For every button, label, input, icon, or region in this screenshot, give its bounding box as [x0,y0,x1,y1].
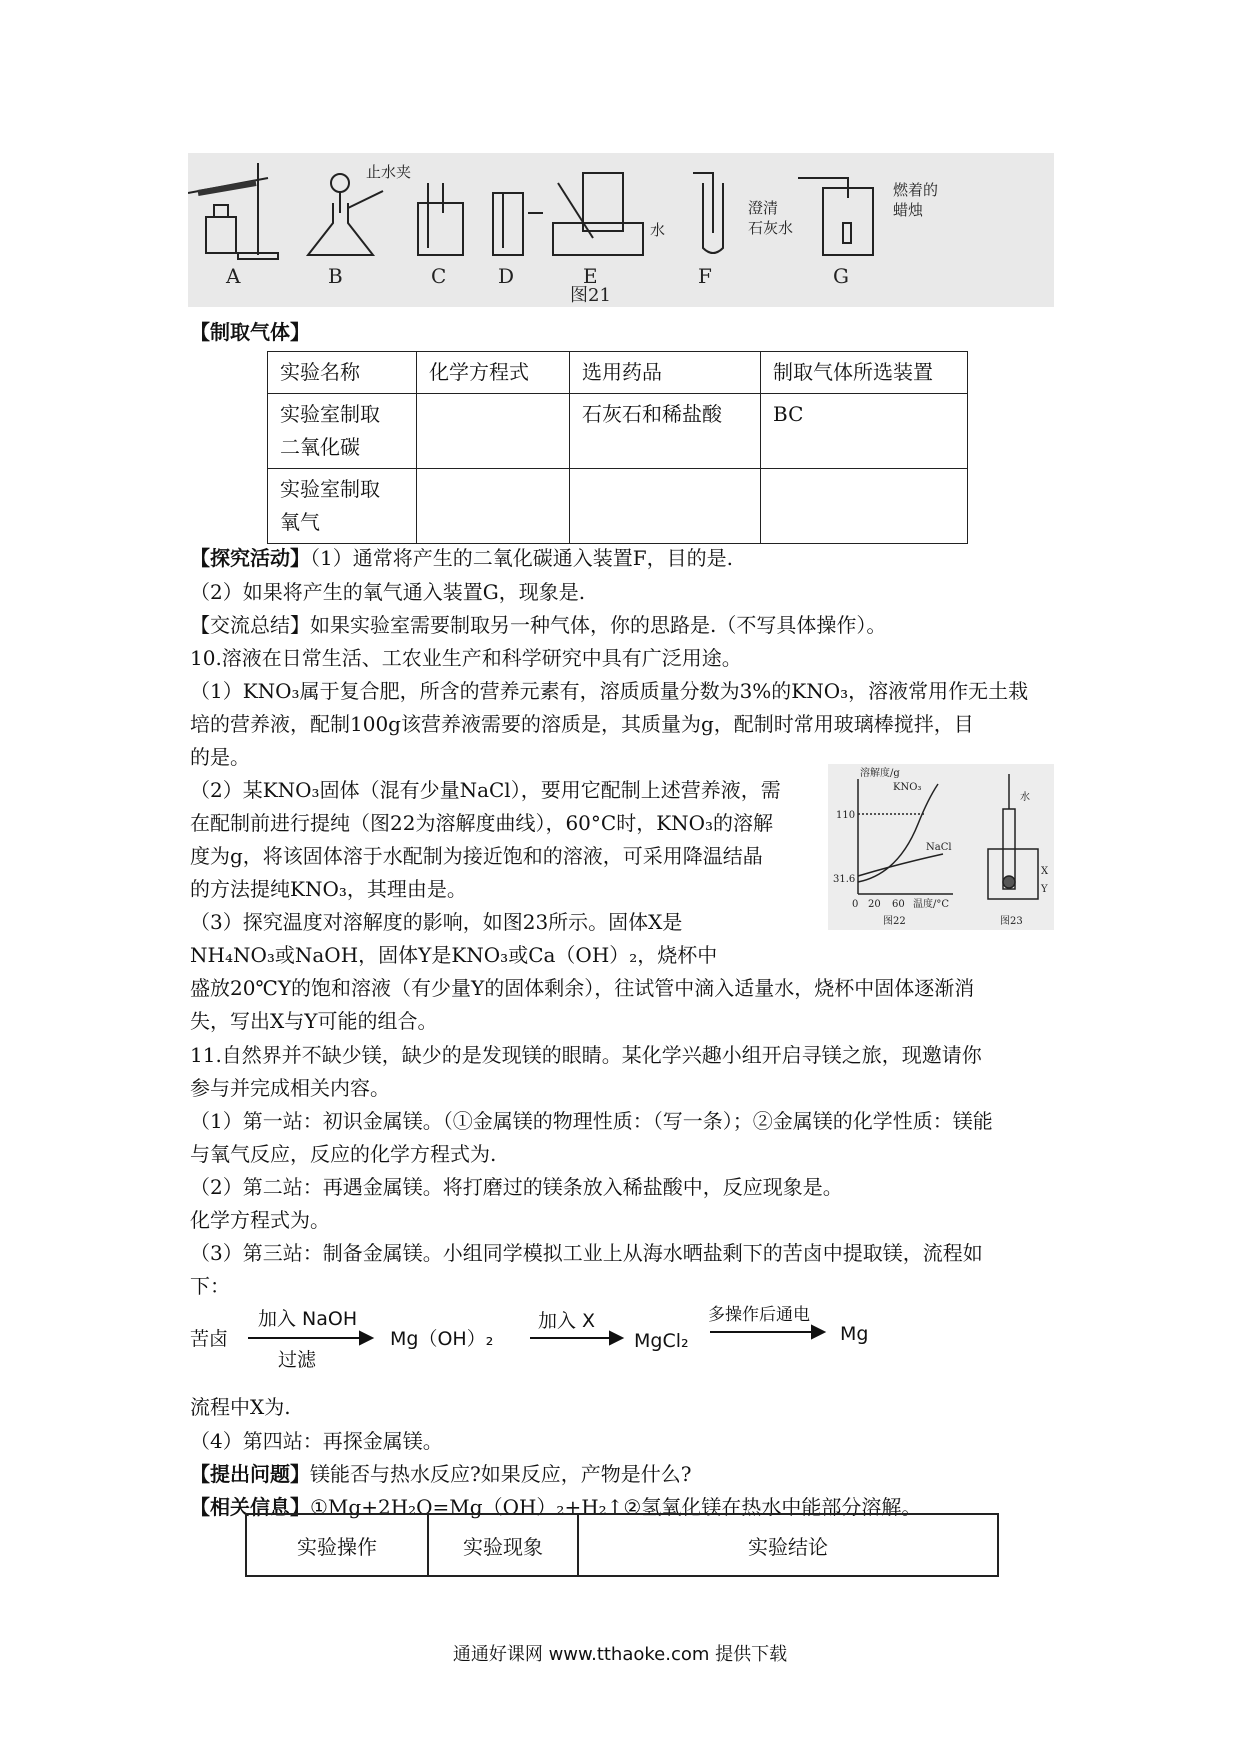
label-water: 水 [650,221,666,239]
summary-tag: 【交流总结】 [190,613,310,637]
explore-q1-number: （1） [310,546,353,570]
q10-p3-line: （3）探究温度对溶解度的影响，如图23所示。固体X是 [190,910,683,934]
explore-q1 [190,542,733,575]
q10-p1-line: 培的营养液，配制100g该营养液需要的溶质是，其质量为g，配制时常用玻璃棒搅拌，目 [190,712,974,736]
q10-p2-line: 在配制前进行提纯（图22为溶解度曲线），60°C时，KNO₃的溶解 [190,811,774,835]
figure-21-caption: 图21 [570,285,611,306]
apparatus-drawing [188,153,1054,307]
q10-p2-line: 度为g，将该固体溶于水配制为接近饱和的溶液，可采用降温结晶 [190,844,763,868]
figure-21 [188,153,1054,307]
table-row [268,469,968,544]
apparatus-label-d: D [498,264,515,288]
fig22-ytick: 110 [836,810,856,821]
apparatus-label-e: E [583,264,598,288]
explore-q1-text: 通常将产生的二氧化碳通入装置F，目的是. [352,546,733,570]
flow-start: 苦卤 [190,1328,229,1350]
table-header: 实验现象 [428,1514,578,1576]
info-text: ①Mg+2H₂O=Mg（OH）₂+H₂↑②氢氧化镁在热水中能部分溶解。 [310,1495,922,1519]
table-cell [570,469,761,544]
explore-tag: 【探究活动】 [190,546,310,570]
fig22-ylabel: 溶解度/g [860,768,900,779]
label-stop-clamp: 止水夹 [366,163,412,181]
table-header: 选用药品 [570,352,761,394]
flow-mid1: Mg（OH）₂ [390,1328,494,1350]
q11-s1-line: 与氧气反应，反应的化学方程式为. [190,1142,497,1166]
q11-s4: （4）第四站：再探金属镁。 [190,1429,443,1453]
label-candle-2: 蜡烛 [893,201,924,219]
table-header: 制取气体所选装置 [761,352,968,394]
apparatus-label-f: F [698,264,712,288]
section-heading-gas: 【制取气体】 [190,320,310,344]
figure-22-23 [828,764,1054,930]
q11-s3-line: 下： [190,1274,230,1298]
q10-p2-line: （2）某KNO₃固体（混有少量NaCl），要用它配制上述营养液，需 [190,778,781,802]
flow-mid2: MgCl₂ [634,1330,689,1352]
fig23-y-label: Y [1041,884,1048,895]
experiment-name-line-1: 实验室制取 [280,402,380,426]
footer: 通通好课网 www.tthaoke.com 提供下载 [452,1644,788,1665]
label-limewater-1: 澄清 [748,199,779,217]
table-header: 实验名称 [268,352,417,394]
q11-stem-line: 参与并完成相关内容。 [190,1076,390,1100]
experiment-name-line-2: 二氧化碳 [280,435,360,459]
q10-p3-line: 失，写出X与Y可能的组合。 [190,1009,438,1033]
q11-s3-line: （3）第三站：制备金属镁。小组同学模拟工业上从海水晒盐剩下的苦卤中提取镁，流程如 [190,1241,983,1265]
magnesium-process-flow [190,1300,910,1380]
apparatus-label-c: C [431,264,447,288]
experiment-name-line-1: 实验室制取 [280,477,380,501]
q10-p1-line: 的是。 [190,745,250,769]
question-text: 镁能否与热水反应?如果反应，产物是什么? [310,1462,692,1486]
fig22-ytick: 31.6 [833,874,856,885]
summary-text: 如果实验室需要制取另一种气体，你的思路是.（不写具体操作）。 [310,613,887,637]
fig22-xtick: 20 [868,899,881,910]
table-header: 实验操作 [246,1514,428,1576]
table-cell [268,469,417,544]
q11-s2-line: （2）第二站：再遇金属镁。将打磨过的镁条放入稀盐酸中，反应现象是。 [190,1175,843,1199]
table-header-row [268,352,968,394]
q10-p2-line: 的方法提纯KNO₃，其理由是。 [190,877,467,901]
info-tag: 【相关信息】 [190,1495,310,1519]
fig22-xtick: 60 [892,899,905,910]
table-row [268,394,968,469]
table-cell [761,469,968,544]
q10-p3-line: NH₄NO₃或NaOH，固体Y是KNO₃或Ca（OH）₂，烧杯中 [190,943,718,967]
table-cell: 石灰石和稀盐酸 [570,394,761,469]
flow-arrow2-top: 加入 X [538,1310,596,1332]
q11-flow-x: 流程中X为. [190,1395,291,1419]
table-header-row [246,1514,998,1576]
label-candle-1: 燃着的 [893,181,939,199]
table-header: 化学方程式 [417,352,570,394]
q11-s2-line: 化学方程式为。 [190,1208,330,1232]
q10-stem: 10.溶液在日常生活、工农业生产和科学研究中具有广泛用途。 [190,646,742,670]
fig22-xtick: 0 [852,899,859,910]
question [190,1458,691,1491]
table-cell [417,394,570,469]
apparatus-label-a: A [226,264,241,288]
gas-table [267,351,968,544]
q11-stem-line: 11.自然界并不缺少镁，缺少的是发现镁的眼睛。某化学兴趣小组开启寻镁之旅，现邀请你 [190,1043,982,1067]
table-header: 实验结论 [578,1514,998,1576]
label-limewater-2: 石灰水 [748,219,794,237]
fig22-kno3-label: KNO₃ [893,782,922,793]
flow-end: Mg [840,1323,869,1345]
table-cell [417,469,570,544]
fig23-x-label: X [1041,866,1049,877]
question-tag: 【提出问题】 [190,1462,310,1486]
fig22-nacl-label: NaCl [926,842,952,853]
table-cell: BC [761,394,968,469]
flow-arrow1-top: 加入 NaOH [258,1308,358,1330]
summary [190,609,886,642]
apparatus-label-g: G [833,264,849,288]
q10-p3-line: 盛放20℃Y的饱和溶液（有少量Y的固体剩余），往试管中滴入适量水，烧杯中固体逐渐消 [190,976,975,1000]
explore-q2: （2）如果将产生的氧气通入装置G，现象是. [190,580,586,604]
flow-arrow3-top: 多操作后通电 [708,1305,810,1325]
fig22-caption: 图22 [883,916,906,927]
experiment-table [245,1513,999,1577]
fig23-caption: 图23 [1000,916,1023,927]
flow-arrow1-bottom: 过滤 [278,1349,317,1371]
apparatus-label-b: B [328,264,343,288]
experiment-name-line-2: 氧气 [280,510,320,534]
fig22-xlabel: 温度/°C [913,899,950,910]
table-cell [268,394,417,469]
nacl-curve [858,854,943,876]
q11-s1-line: （1）第一站：初识金属镁。（①金属镁的物理性质：（写一条）；②金属镁的化学性质：镁能 [190,1109,993,1133]
kno3-curve [858,784,938,882]
q10-p1-line: （1）KNO₃属于复合肥，所含的营养元素有，溶质质量分数为3%的KNO₃，溶液常用作无土栽 [190,679,1029,703]
solubility-figure [828,764,1054,930]
fig23-water-label: 水 [1020,792,1030,803]
